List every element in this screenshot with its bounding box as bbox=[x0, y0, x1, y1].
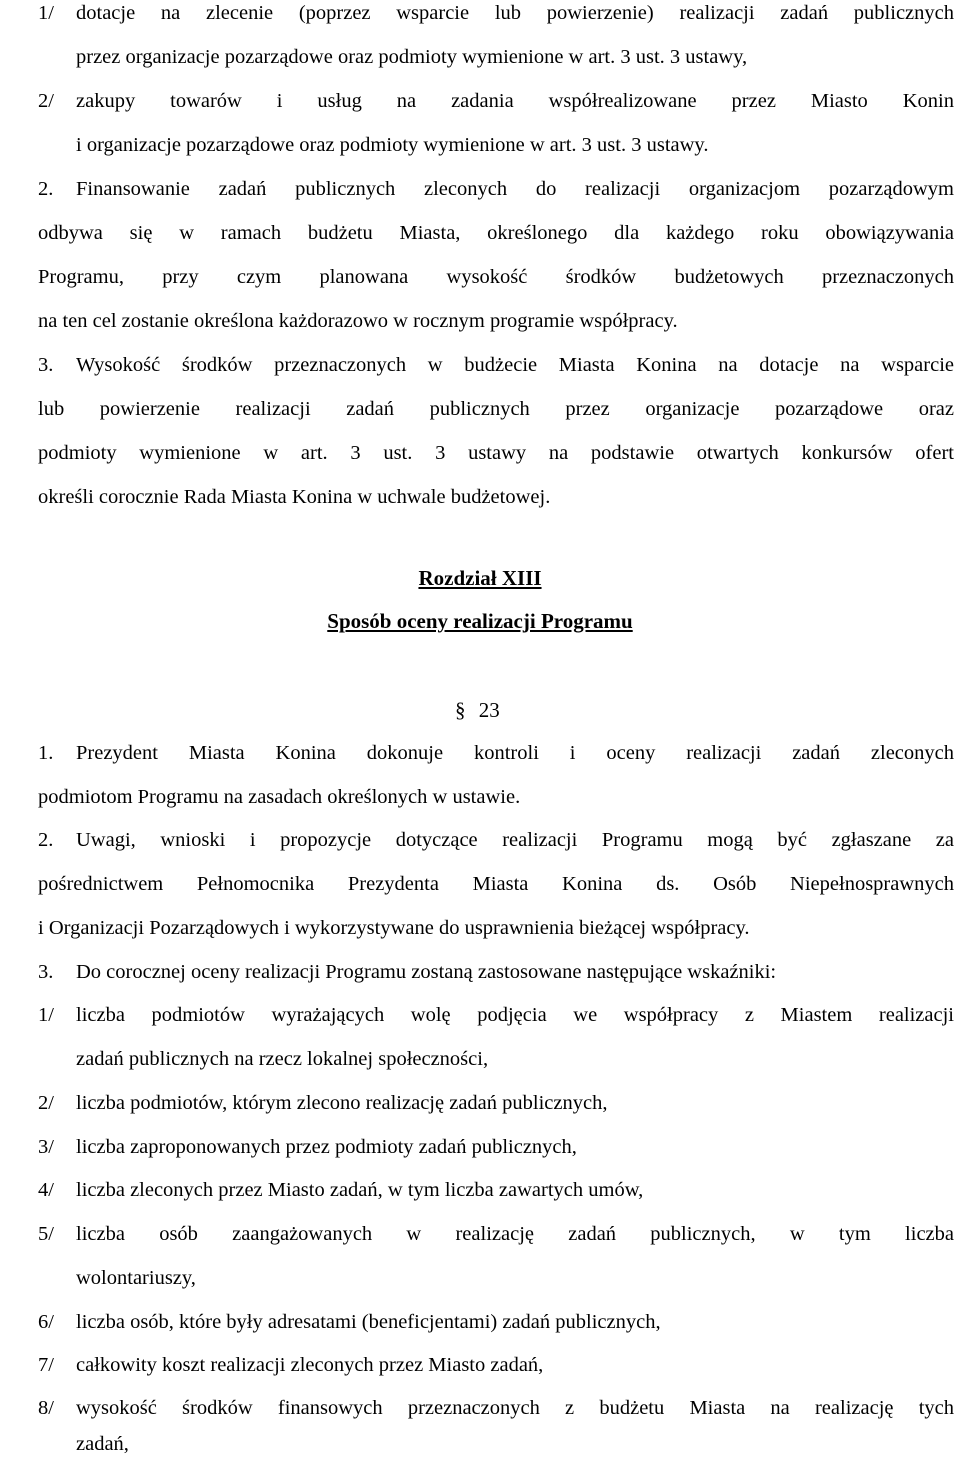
list-number: 2/ bbox=[38, 90, 54, 112]
list-item bbox=[38, 79, 954, 123]
list-item bbox=[38, 1168, 954, 1212]
paragraph-point bbox=[38, 818, 954, 862]
paragraph-line: Do corocznej oceny realizacji Programu zostaną zastosowane następujące wskaźniki: bbox=[76, 961, 777, 983]
paragraph-point bbox=[38, 731, 954, 775]
list-text: dotacje na zlecenie (poprzez wsparcie lub powierzenie) realizacji zadań publicznych bbox=[76, 2, 954, 24]
chapter-subtitle: Sposób oceny realizacji Programu bbox=[327, 609, 633, 633]
paragraph-line: pośrednictwem Pełnomocnika Prezydenta Miasta Konina ds. Osób Niepełnosprawnych bbox=[38, 873, 954, 895]
list-number: 7/ bbox=[38, 1354, 54, 1376]
list-text: zadań publicznych na rzecz lokalnej społeczności, bbox=[76, 1048, 489, 1070]
list-text: liczba podmiotów, którym zlecono realizację zadań publicznych, bbox=[76, 1092, 608, 1114]
list-text: liczba zaproponowanych przez podmioty zadań publicznych, bbox=[76, 1136, 577, 1158]
paragraph-line: Prezydent Miasta Konina dokonuje kontroli i oceny realizacji zadań zleconych bbox=[76, 742, 954, 764]
list-text: i organizacje pozarządowe oraz podmioty wymienione w art. 3 ust. 3 ustawy. bbox=[76, 134, 709, 156]
list-item bbox=[38, 993, 954, 1037]
point-number: 2. bbox=[38, 178, 54, 200]
list-text: wysokość środków finansowych przeznaczonych z budżetu Miasta na realizację tych bbox=[76, 1397, 954, 1419]
point-number: 3. bbox=[38, 354, 54, 376]
paragraph-line: lub powierzenie realizacji zadań publicznych przez organizacje pozarządowe oraz bbox=[38, 398, 954, 420]
paragraph-line: Finansowanie zadań publicznych zleconych do realizacji organizacjom pozarządowym bbox=[76, 178, 954, 200]
point-number: 2. bbox=[38, 829, 54, 851]
list-text: liczba osób, które były adresatami (beneficjentami) zadań publicznych, bbox=[76, 1311, 661, 1333]
list-item bbox=[38, 1212, 954, 1256]
list-number: 1/ bbox=[38, 1004, 54, 1026]
point-number: 3. bbox=[38, 961, 54, 983]
chapter-title: Rozdział XIII bbox=[418, 566, 542, 590]
paragraph-point bbox=[38, 950, 954, 994]
list-number: 5/ bbox=[38, 1223, 54, 1245]
list-text: zadań, bbox=[76, 1433, 129, 1455]
paragraph-line: Programu, przy czym planowana wysokość środków budżetowych przeznaczonych bbox=[38, 266, 954, 288]
paragraph-point bbox=[38, 167, 954, 211]
point-number: 1. bbox=[38, 742, 54, 764]
list-number: 1/ bbox=[38, 2, 54, 24]
list-item-continuation bbox=[38, 1256, 954, 1300]
list-text: całkowity koszt realizacji zleconych przez Miasto zadań, bbox=[76, 1354, 544, 1376]
paragraph-line: Wysokość środków przeznaczonych w budżecie Miasta Konina na dotacje na wsparcie bbox=[76, 354, 954, 376]
list-item-continuation bbox=[38, 35, 954, 79]
list-item bbox=[38, 1125, 954, 1169]
paragraph-line: odbywa się w ramach budżetu Miasta, określonego dla każdego roku obowiązywania bbox=[38, 222, 954, 244]
section-heading bbox=[455, 698, 500, 723]
list-text: liczba zleconych przez Miasto zadań, w tym liczba zawartych umów, bbox=[76, 1179, 644, 1201]
list-number: 6/ bbox=[38, 1311, 54, 1333]
list-text: wolontariuszy, bbox=[76, 1267, 196, 1289]
paragraph-line: określi corocznie Rada Miasta Konina w uchwale budżetowej. bbox=[38, 486, 551, 508]
list-item bbox=[38, 0, 954, 35]
section-number: 23 bbox=[478, 698, 500, 722]
list-item-continuation bbox=[38, 1422, 954, 1466]
paragraph-line: na ten cel zostanie określona każdorazowo w rocznym programie współpracy. bbox=[38, 310, 678, 332]
list-number: 8/ bbox=[38, 1397, 54, 1419]
list-item bbox=[38, 1081, 954, 1125]
list-item bbox=[38, 1343, 954, 1387]
list-number: 4/ bbox=[38, 1179, 54, 1201]
paragraph-line: podmiotom Programu na zasadach określonych w ustawie. bbox=[38, 786, 521, 808]
paragraph-line: i Organizacji Pozarządowych i wykorzystywane do usprawnienia bieżącej współpracy. bbox=[38, 917, 750, 939]
list-text: zakupy towarów i usług na zadania współrealizowane przez Miasto Konin bbox=[76, 90, 954, 112]
paragraph-line: Uwagi, wnioski i propozycje dotyczące realizacji Programu mogą być zgłaszane za bbox=[76, 829, 954, 851]
paragraph-point bbox=[38, 343, 954, 387]
list-item-continuation bbox=[38, 123, 954, 167]
paragraph-line: podmioty wymienione w art. 3 ust. 3 ustawy na podstawie otwartych konkursów ofert bbox=[38, 442, 954, 464]
list-text: liczba osób zaangażowanych w realizację zadań publicznych, w tym liczba bbox=[76, 1223, 954, 1245]
list-text: przez organizacje pozarządowe oraz podmioty wymienione w art. 3 ust. 3 ustawy, bbox=[76, 46, 748, 68]
list-number: 2/ bbox=[38, 1092, 54, 1114]
list-item bbox=[38, 1300, 954, 1344]
list-number: 3/ bbox=[38, 1136, 54, 1158]
list-text: liczba podmiotów wyrażających wolę podjęcia we współpracy z Miastem realizacji bbox=[76, 1004, 954, 1026]
list-item-continuation bbox=[38, 1037, 954, 1081]
section-symbol: § bbox=[455, 698, 466, 722]
